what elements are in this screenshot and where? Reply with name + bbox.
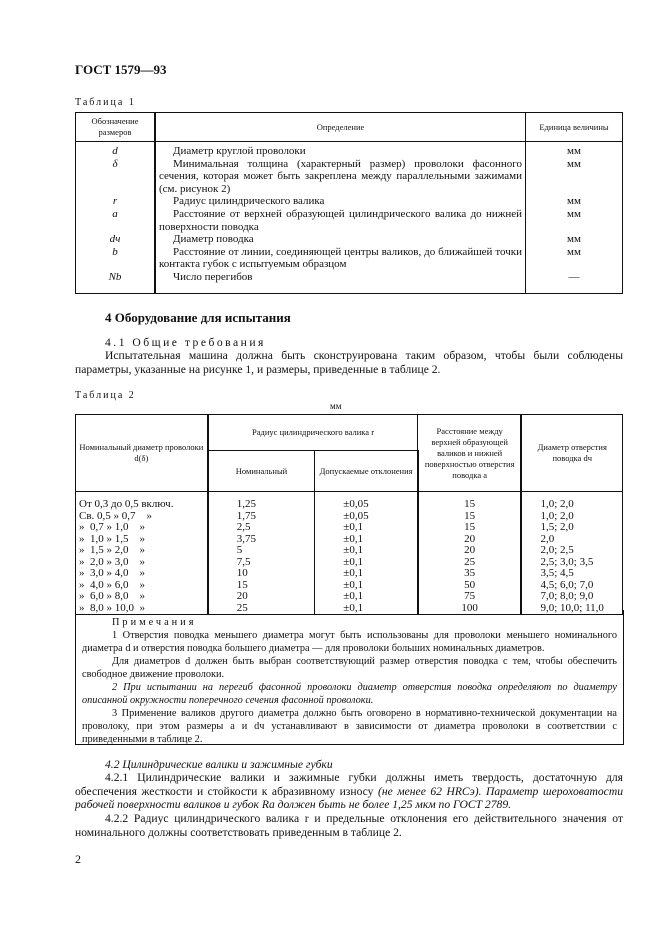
note-1b: Для диаметров d должен быть выбран соответствующий размер отверстия поводка с тем, чтобы обеспечить свободное движение проволоки. bbox=[82, 656, 617, 680]
table1-row bbox=[76, 271, 623, 294]
table1-definition bbox=[155, 271, 526, 294]
table2-nominal: 1,75 bbox=[208, 511, 315, 523]
table2-diameter: » 6,0 » 8,0 » bbox=[76, 591, 208, 603]
table2-nominal: 3,75 bbox=[208, 534, 315, 546]
table1-symbol: r bbox=[76, 195, 156, 208]
table2-hole: 1,0; 2,0 bbox=[521, 511, 622, 523]
table2-diameter: » 1,0 » 1,5 » bbox=[76, 534, 208, 546]
table2-distance: 35 bbox=[418, 568, 522, 580]
table2-hole: 2,5; 3,0; 3,5 bbox=[521, 557, 622, 569]
table2 bbox=[75, 414, 623, 615]
table1-definition-text: Минимальная толщина (характерный размер) проволоки фасонного сечения, которая может быть закреплена между параллельными зажимами (см. рисунок 2) bbox=[159, 157, 522, 195]
table2-distance: 25 bbox=[418, 557, 522, 569]
table2-diameter: » 2,0 » 3,0 » bbox=[76, 557, 208, 569]
table2-tolerance: ±0,1 bbox=[315, 534, 418, 546]
table2-hole: 4,5; 6,0; 7,0 bbox=[521, 580, 622, 592]
table2-row bbox=[76, 545, 623, 557]
table2-distance: 15 bbox=[418, 492, 522, 511]
table1-symbol: Nb bbox=[76, 271, 156, 294]
table1-header-symbol: Обозначение размеров bbox=[76, 113, 156, 142]
table2-notes bbox=[75, 610, 624, 745]
table1-symbol: δ bbox=[76, 158, 156, 196]
table2-tolerance: ±0,1 bbox=[315, 557, 418, 569]
table1-unit: мм bbox=[526, 246, 623, 271]
table2-distance: 75 bbox=[418, 591, 522, 603]
table2-nominal: 1,25 bbox=[208, 492, 315, 511]
table2-nominal: 2,5 bbox=[208, 522, 315, 534]
table2-tolerance: ±0,05 bbox=[315, 511, 418, 523]
section-4-2-1-italic: (не менее 62 HRCэ). Параметр шероховатости рабочей поверхности валиков и губок Ra должен быть не более 1,25 мкм по ГОСТ 2789. bbox=[75, 784, 623, 812]
table2-nominal: 7,5 bbox=[208, 557, 315, 569]
table2-tolerance: ±0,05 bbox=[315, 492, 418, 511]
table2-row bbox=[76, 591, 623, 603]
table2-row bbox=[76, 568, 623, 580]
table2-row bbox=[76, 492, 623, 511]
section-4-2-heading: 4.2 Цилиндрические валики и зажимные губки bbox=[105, 758, 333, 771]
document-id: ГОСТ 1579—93 bbox=[75, 62, 167, 77]
table2-tolerance: ±0,1 bbox=[315, 591, 418, 603]
table2-diameter: » 8,0 » 10,0 » bbox=[76, 603, 208, 615]
table1-unit: мм bbox=[526, 233, 623, 246]
section-4-1-heading: 4.1 Общие требования bbox=[105, 336, 266, 349]
table1 bbox=[75, 112, 623, 294]
table2-diameter: » 3,0 » 4,0 » bbox=[76, 568, 208, 580]
table1-definition bbox=[155, 195, 526, 208]
table2-hole: 9,0; 10,0; 11,0 bbox=[521, 603, 622, 615]
table1-header-unit: Единица величины bbox=[526, 113, 623, 142]
table2-distance: 20 bbox=[418, 534, 522, 546]
table2-diameter: » 1,5 » 2,0 » bbox=[76, 545, 208, 557]
table1-row bbox=[76, 233, 623, 246]
table2-distance: 20 bbox=[418, 545, 522, 557]
table1-definition bbox=[155, 158, 526, 196]
section-4-2-2-text: 4.2.2 Радиус цилиндрического валика r и предельные отклонения его действительного значения от номинального должны соответствовать приведенным в таблице 2. bbox=[75, 812, 623, 839]
table1-symbol: d bbox=[76, 142, 156, 158]
table1-row bbox=[76, 246, 623, 271]
table1-symbol: dч bbox=[76, 233, 156, 246]
table2-diameter: » 4,0 » 6,0 » bbox=[76, 580, 208, 592]
table1-row bbox=[76, 208, 623, 233]
table2-diameter: » 0,7 » 1,0 » bbox=[76, 522, 208, 534]
table2-hole: 7,0; 8,0; 9,0 bbox=[521, 591, 622, 603]
table2-header-radius: Радиус цилиндрического валика r bbox=[208, 415, 418, 451]
table2-nominal: 25 bbox=[208, 603, 315, 615]
table1-unit: мм bbox=[526, 158, 623, 196]
table2-hole: 1,5; 2,0 bbox=[521, 522, 622, 534]
table2-tolerance: ±0,1 bbox=[315, 545, 418, 557]
table2-nominal: 20 bbox=[208, 591, 315, 603]
table2-hole: 3,5; 4,5 bbox=[521, 568, 622, 580]
table2-nominal: 5 bbox=[208, 545, 315, 557]
table1-definition-text: Радиус цилиндрического валика bbox=[173, 195, 325, 208]
note-2: 2 При испытании на перегиб фасонной проволоки диаметр отверстия поводка определяют по диаметру описанной окружности поперечного сечения фасонной проволоки. bbox=[82, 682, 617, 706]
table2-unit: мм bbox=[330, 401, 342, 411]
note-3: 3 Применение валиков другого диаметра должно быть оговорено в нормативно-технической документации на проволоку, при этом размеры a и dч устанавливают в зависимости от диаметра проволоки в соответствии с приведенными в таблице 2. bbox=[82, 708, 617, 745]
table2-row bbox=[76, 522, 623, 534]
table2-diameter: Св. 0,5 » 0,7 » bbox=[76, 511, 208, 523]
table2-tolerance: ±0,1 bbox=[315, 580, 418, 592]
table1-definition-text: Диаметр поводка bbox=[173, 233, 254, 246]
table1-row bbox=[76, 195, 623, 208]
table2-tolerance: ±0,1 bbox=[315, 603, 418, 615]
section-4-heading: 4 Оборудование для испытания bbox=[105, 310, 291, 325]
table1-unit: мм bbox=[526, 142, 623, 158]
table1-row bbox=[76, 142, 623, 158]
table2-distance: 15 bbox=[418, 511, 522, 523]
table1-row bbox=[76, 158, 623, 196]
page-number: 2 bbox=[75, 852, 81, 866]
section-4-1-text: Испытательная машина должна быть сконструирована таким образом, чтобы были соблюдены параметры, указанные на рисунке 1, и размеры, приведенные в таблице 2. bbox=[75, 349, 623, 376]
table2-header-diameter: Номинальный диаметр проволоки d(δ) bbox=[76, 415, 208, 492]
table2-nominal: 10 bbox=[208, 568, 315, 580]
table2-nominal: 15 bbox=[208, 580, 315, 592]
table2-hole: 2,0; 2,5 bbox=[521, 545, 622, 557]
table2-hole: 1,0; 2,0 bbox=[521, 492, 622, 511]
table2-tolerance: ±0,1 bbox=[315, 568, 418, 580]
table2-header-hole: Диаметр отверстия поводка dч bbox=[521, 415, 622, 492]
section-4-2-1-text bbox=[75, 771, 623, 812]
table1-symbol: a bbox=[76, 208, 156, 233]
table1-definition bbox=[155, 142, 526, 158]
note-1a: 1 Отверстия поводка меньшего диаметра могут быть использованы для проволоки меньшего номинального диаметра d и отверстия поводка большего диаметра — для проволоки больших номинальных диаметров. bbox=[82, 630, 617, 654]
table1-definition bbox=[155, 233, 526, 246]
table1-unit: — bbox=[526, 271, 623, 294]
table1-definition bbox=[155, 246, 526, 271]
table2-caption: Таблица 2 bbox=[75, 390, 136, 401]
table1-definition-text: Диаметр круглой проволоки bbox=[173, 145, 306, 157]
table2-distance: 100 bbox=[418, 603, 522, 615]
table1-unit: мм bbox=[526, 195, 623, 208]
notes-title: Примечания bbox=[112, 617, 197, 628]
table1-symbol: b bbox=[76, 246, 156, 271]
table2-hole: 2,0 bbox=[521, 534, 622, 546]
table1-definition-text: Расстояние от линии, соединяющей центры валиков, до ближайшей точки контакта губок с испытуемым образцом bbox=[159, 245, 522, 271]
table1-definition-text: Число перегибов bbox=[173, 270, 253, 283]
table2-distance: 50 bbox=[418, 580, 522, 592]
table2-header-tolerance: Допускаемые отклонения bbox=[315, 451, 418, 492]
table2-diameter: От 0,3 до 0,5 включ. bbox=[76, 492, 208, 511]
section-4-2-1-main: 4.2.1 Цилиндрические валики и зажимные губки должны иметь твердость, достаточную для обеспечения жесткости и стойкости к абразивному износу bbox=[75, 771, 623, 798]
table1-definition-text: Расстояние от верхней образующей цилиндрического валика до нижней поверхности поводка bbox=[159, 207, 522, 233]
table1-caption: Таблица 1 bbox=[75, 97, 136, 108]
table2-header-nominal: Номинальный bbox=[208, 451, 315, 492]
table1-header-definition: Определение bbox=[155, 113, 526, 142]
table1-definition bbox=[155, 208, 526, 233]
table2-header-distance: Расстояние между верхней образующей валиков и нижней поверхностью отверстия поводка a bbox=[418, 415, 522, 492]
table2-distance: 15 bbox=[418, 522, 522, 534]
table2-tolerance: ±0,1 bbox=[315, 522, 418, 534]
table1-unit: мм bbox=[526, 208, 623, 233]
